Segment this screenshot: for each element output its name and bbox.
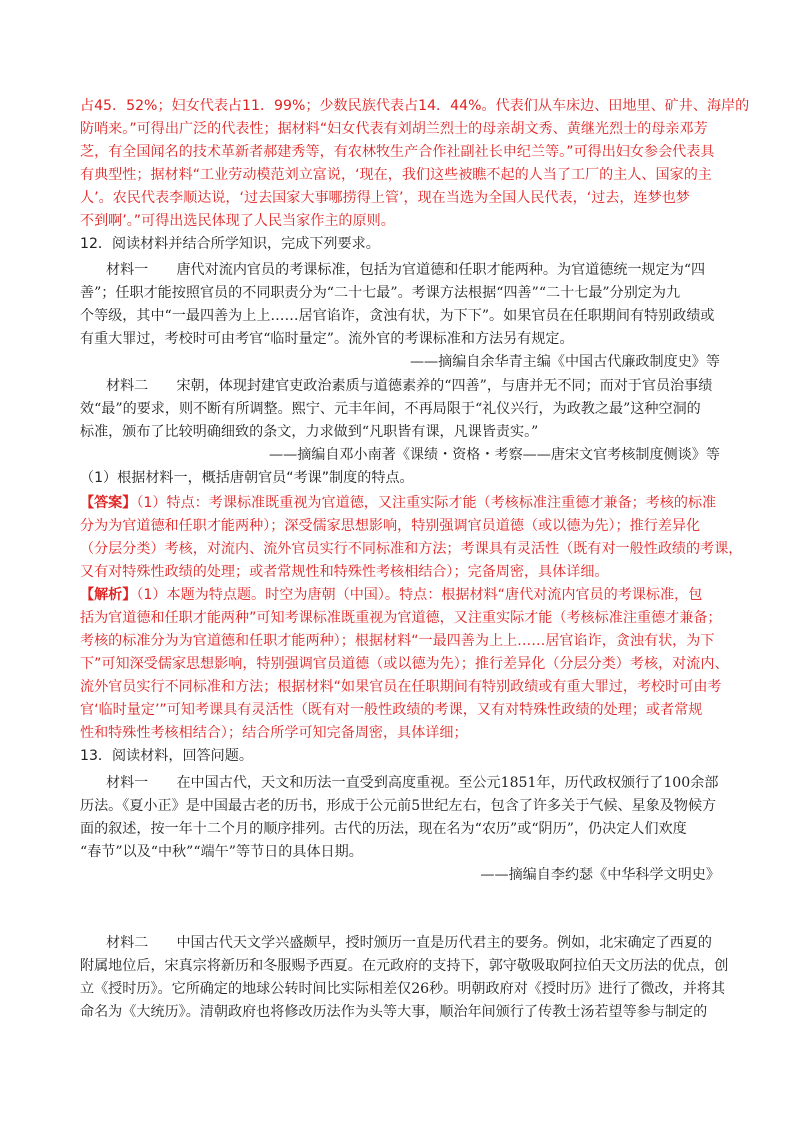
answer-line: 有典型性；据材料“工业劳动模范刘立富说，‘现在，我们这些被瞧不起的人当了工厂的主人、国家的主 <box>80 167 712 183</box>
analysis-line: 括为官道德和任职才能两种”可知考课标准既重视为官道德，又注重实际才能（考核标准注重德才兼备； <box>80 610 722 626</box>
question-12 <box>80 233 720 256</box>
analysis-line: 官‘临时量定’”可知考课具有灵活性（既有对一般性政绩的考课，又有对特殊性政绩的处理；或者常规 <box>80 702 703 718</box>
material-source: ——摘编自李约瑟《中华科学文明史》 <box>480 867 720 883</box>
analysis-line: 下”可知深受儒家思想影响，特别强调官员道德（或以德为先）；推行差异化（分层分类）考核，对流内、 <box>80 656 729 672</box>
material-line: 面的叙述，按一年十二个月的顺序排列。古代的历法，现在名为“农历”或“阴历”，仍决定人们欢度 <box>80 821 687 837</box>
question-stem: 12．阅读材料并结合所学知识，完成下列要求。 <box>80 236 380 252</box>
material-line: 有重大罪过，考校时可由考官“临时量定”。流外官的考课标准和方法另有规定。 <box>80 331 574 347</box>
material-source: ——摘编自余华青主编《中国古代廉政制度史》等 <box>409 354 720 370</box>
material-line: 立《授时历》。它所确定的地球公转时间比实际相差仅26秒。明朝政府对《授时历》进行了微改，并将其 <box>80 981 726 997</box>
q12-answer <box>80 492 743 584</box>
analysis-line: （1）本题为特点题。时空为唐朝（中国）。特点：根据材料“唐代对流内官员的考课标准，包 <box>136 587 703 603</box>
material-line: 标准，颁布了比较明确细致的条文，力求做到“凡职皆有课，凡课皆责实。” <box>80 424 539 440</box>
answer-line: 人’。农民代表李顺达说，‘过去国家大事哪捞得上管’，现在当选为全国人民代表，‘过去，连梦也梦 <box>80 190 690 206</box>
material-source: ——摘编自邓小南著《课绩・资格・考察——唐宋文官考核制度侧谈》等 <box>269 447 720 463</box>
material-line: 历法。《夏小正》是中国最古老的历书，形成于公元前5世纪左右，包含了许多关于气候、星象及物候方 <box>80 798 717 814</box>
material-line: 材料一 唐代对流内官员的考课标准，包括为官道德和任职才能两种。为官道德统一规定为“四 <box>106 262 706 278</box>
analysis-line: 考核的标准分为为官道德和任职才能两种）；根据材料“一最四善为上上……居官谄诈，贪浊有状，为下 <box>80 633 715 649</box>
answer-11-continuation <box>80 95 750 233</box>
question-13 <box>80 745 720 768</box>
answer-line: 分为为官道德和任职才能两种）；深受儒家思想影响，特别强调官员道德（或以德为先）；推行差异化 <box>80 518 701 534</box>
q12-material-1 <box>80 259 720 374</box>
q12-analysis <box>80 584 729 745</box>
answer-line: （1）特点：考课标准既重视为官道德，又注重实际才能（考核标准注重德才兼备；考核的标准 <box>136 495 717 511</box>
analysis-line: 流外官员实行不同标准和方法；根据材料“如果官员在任职期间有特别政绩或有重大罪过，考校时可由考 <box>80 679 722 695</box>
answer-line: 又有对特殊性政绩的处理；或者常规性和特殊性考核相结合）；完备周密，具体详细。 <box>80 564 609 580</box>
material-line: 材料二 中国古代天文学兴盛颇早，授时颁历一直是历代君主的要务。例如，北宋确定了西夏的 <box>106 935 713 951</box>
material-line: 效“最”的要求，则不断有所调整。熙宁、元丰年间，不再局限于“礼仪兴行，为政教之最”这种空洞的 <box>80 401 701 417</box>
analysis-tag: 【解析】 <box>80 587 137 603</box>
material-line: 附属地位后，宋真宗将新历和冬服赐予西夏。在元政府的支持下，郭守敬吸取阿拉伯天文历法的优点，创 <box>80 958 729 974</box>
material-line: 善”；任职才能按照官员的不同职责分为“二十七最”。考课方法根据“四善”“二十七最”分别定为九 <box>80 285 681 301</box>
sub-question: （1）根据材料一，概括唐朝官员“考课”制度的特点。 <box>80 470 414 486</box>
material-line: 个等级，其中“一最四善为上上……居官谄诈，贪浊有状，为下下”。如果官员在任职期间有特别政绩或 <box>80 308 715 324</box>
q12-sub-question-1 <box>80 467 720 490</box>
answer-line: 芝，有全国闻名的技术革新者郝建秀等，有农林牧生产合作社副社长申纪兰等。”可得出妇女参会代表具 <box>80 144 715 160</box>
material-line: “春节”以及“中秋”“端午”等节日的具体日期。 <box>80 844 363 860</box>
q12-material-2 <box>80 375 720 467</box>
material-line: 材料一 在中国古代，天文和历法一直受到高度重视。至公元1851年，历代政权颁行了100余部 <box>106 775 719 791</box>
material-line: 命名为《大统历》。清朝政府也将修改历法作为头等大事，顺治年间颁行了传教士汤若望等参与制定的 <box>80 1004 708 1020</box>
analysis-line: 性和特殊性考核相结合）；结合所学可知完备周密，具体详细； <box>80 725 468 741</box>
question-stem: 13．阅读材料，回答问题。 <box>80 748 253 764</box>
answer-line: （分层分类）考核，对流内、流外官员实行不同标准和方法；考课具有灵活性（既有对一般性政绩的考课， <box>80 541 743 557</box>
answer-tag: 【答案】 <box>80 495 137 511</box>
q13-material-2 <box>80 932 729 1024</box>
answer-line: 防哨来。”可得出广泛的代表性；据材料“妇女代表有刘胡兰烈士的母亲胡文秀、黄继光烈士的母亲邓芳 <box>80 121 708 137</box>
q13-material-1 <box>80 772 720 887</box>
answer-line: 占45．52%；妇女代表占11．99%；少数民族代表占14．44%。代表们从车床边、田地里、矿井、海岸的 <box>80 98 750 114</box>
answer-line: 不到啊’。”可得出选民体现了人民当家作主的原则。 <box>80 213 395 229</box>
material-line: 材料二 宋朝，体现封建官吏政治素质与道德素养的“四善”，与唐并无不同；而对于官员治事绩 <box>106 378 713 394</box>
